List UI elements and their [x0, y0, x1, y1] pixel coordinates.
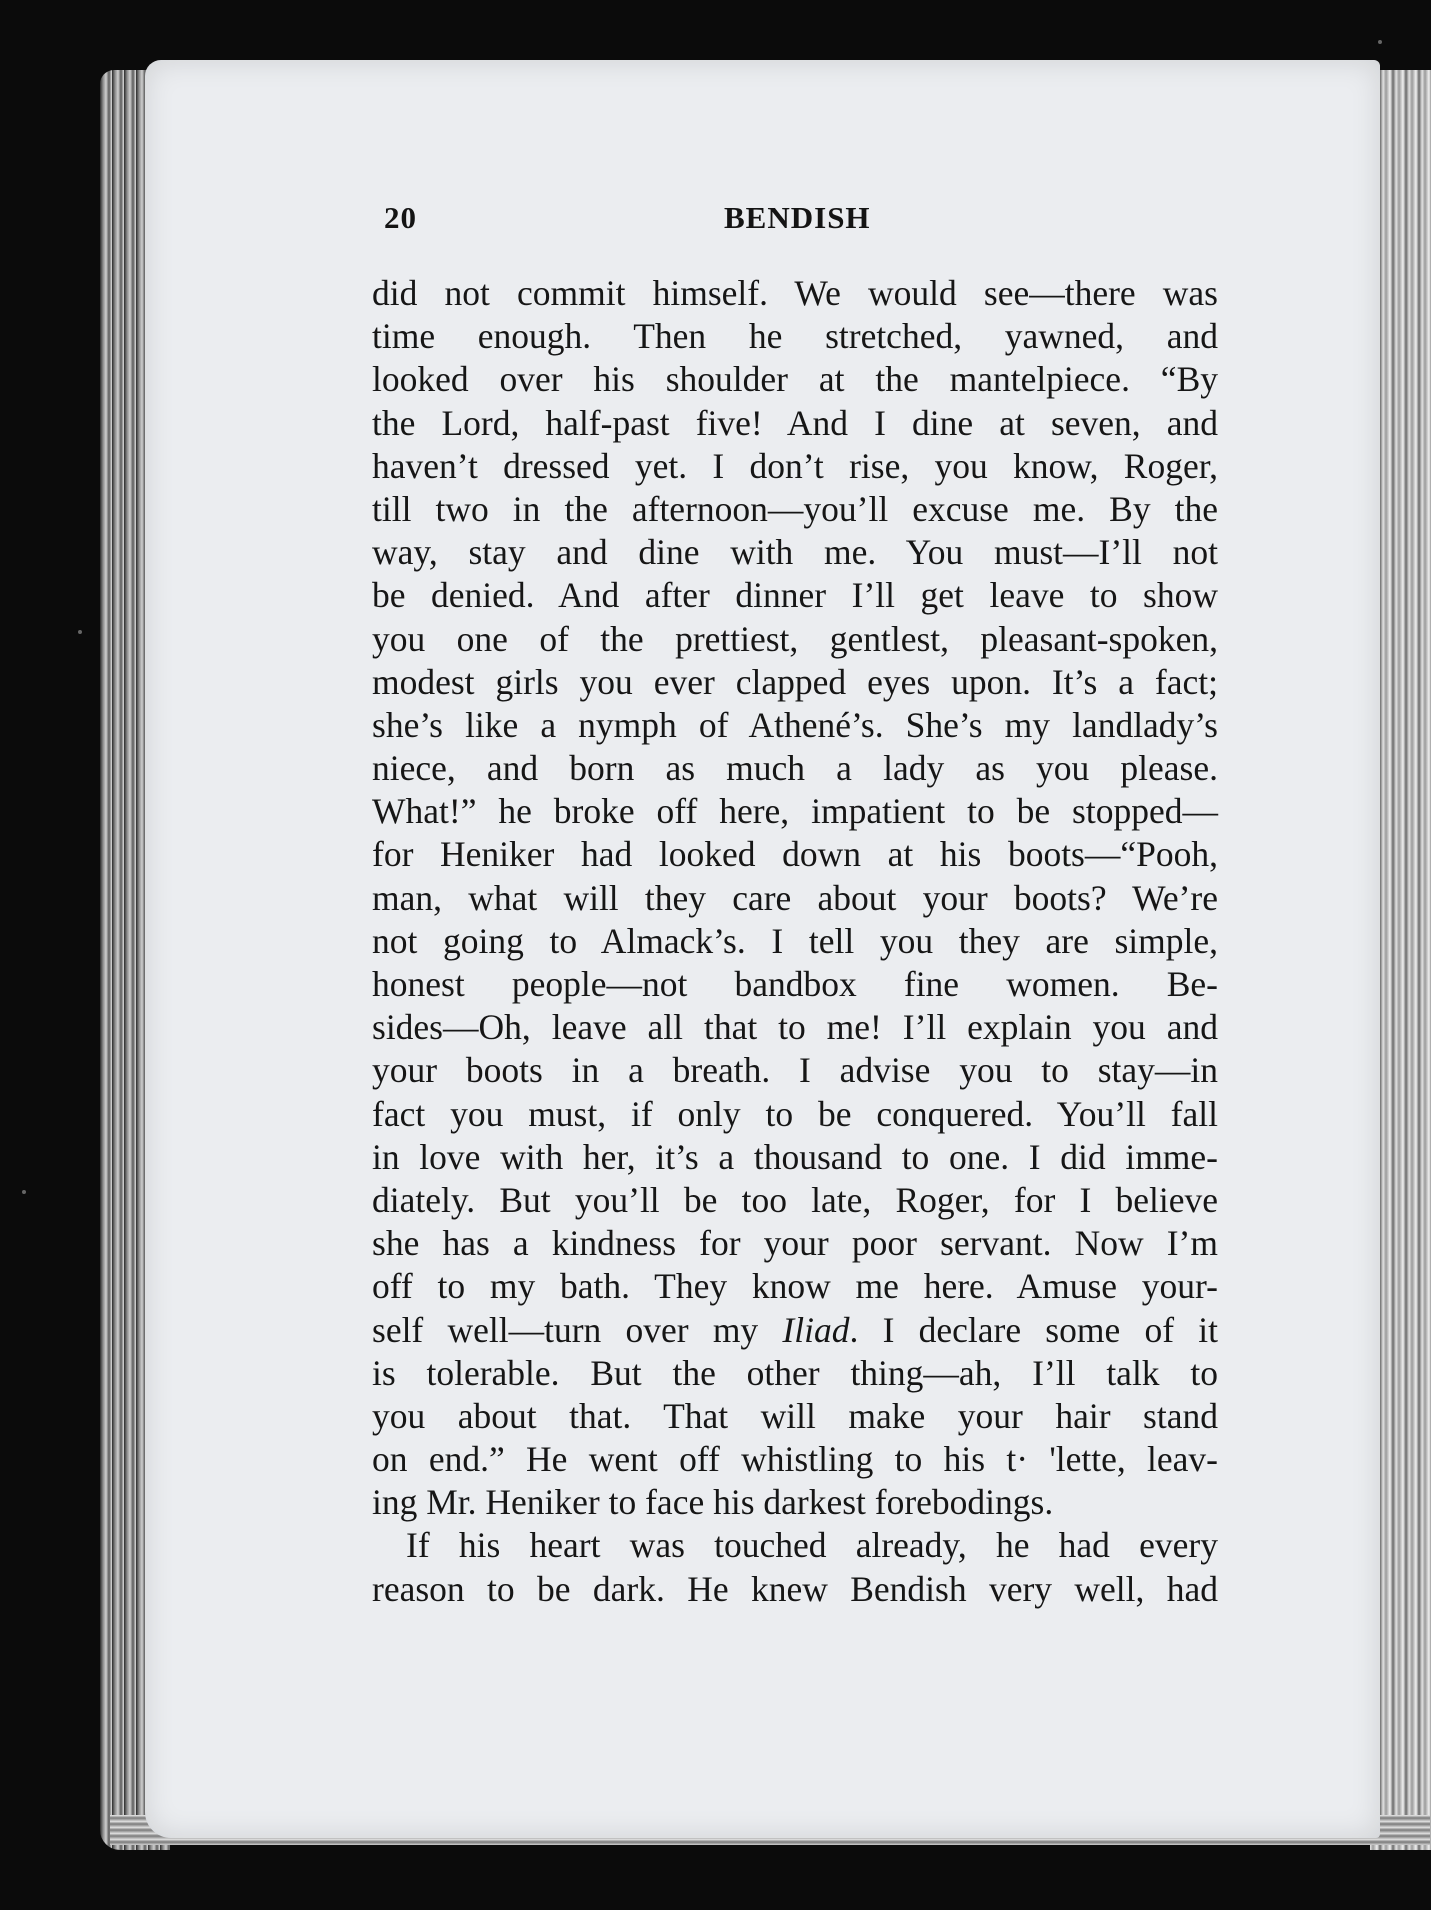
- text-line: time enough. Then he stretched, yawned, and: [372, 316, 1218, 357]
- scan-speck: [22, 1190, 26, 1194]
- body-text: [372, 272, 1218, 1611]
- text-line: honest people—not bandbox fine women. Be-: [372, 964, 1218, 1004]
- text-line: she has a kindness for your poor servant. Now I’m: [372, 1223, 1218, 1264]
- text-line: modest girls you ever clapped eyes upon. It’s a fact;: [372, 661, 1218, 702]
- text-line: is tolerable. But the other thing—ah, I’ll talk to: [372, 1352, 1218, 1393]
- text-line: be denied. And after dinner I’ll get leave to show: [372, 575, 1218, 616]
- italic-title: Iliad: [782, 1309, 850, 1350]
- text-line: the Lord, half-past five! And I dine at seven, and: [372, 402, 1218, 443]
- text-line: on end.” He went off whistling to his t· 'lette, leav-: [372, 1439, 1218, 1480]
- text-line: off to my bath. They know me here. Amuse your-: [372, 1266, 1218, 1307]
- text-line: not going to Almack’s. I tell you they are simple,: [372, 920, 1218, 961]
- text-line: looked over his shoulder at the mantelpiece. “By: [372, 359, 1218, 400]
- text-line: sides—Oh, leave all that to me! I’ll explain you and: [372, 1007, 1218, 1048]
- paragraph-1: [372, 272, 1218, 1524]
- text-line: fact you must, if only to be conquered. You’ll fall: [372, 1093, 1218, 1134]
- text-line: you one of the prettiest, gentlest, pleasant-spoken,: [372, 618, 1218, 659]
- text-line: ing Mr. Heniker to face his darkest forebodings.: [372, 1482, 1054, 1523]
- text-line: What!” he broke off here, impatient to be stopped—: [372, 791, 1218, 832]
- text-line: way, stay and dine with me. You must—I’ll not: [372, 532, 1218, 573]
- text-line: man, what will they care about your boots? We’re: [372, 877, 1218, 918]
- text-line: in love with her, it’s a thousand to one. I did imme-: [372, 1136, 1218, 1177]
- scan-speck: [78, 630, 82, 634]
- text-line: did not commit himself. We would see—there was: [372, 273, 1218, 313]
- text-line: reason to be dark. He knew Bendish very well, had: [372, 1568, 1218, 1609]
- text-line: haven’t dressed yet. I don’t rise, you know, Roger,: [372, 445, 1218, 486]
- text-line: till two in the afternoon—you’ll excuse me. By the: [372, 488, 1218, 529]
- paragraph-2: [372, 1524, 1218, 1610]
- text-line: you about that. That will make your hair stand: [372, 1395, 1218, 1436]
- text-line: diately. But you’ll be too late, Roger, for I believe: [372, 1179, 1218, 1220]
- running-header: [384, 200, 1224, 240]
- text-line: If his heart was touched already, he had every: [406, 1525, 1218, 1566]
- text-line: your boots in a breath. I advise you to stay—in: [372, 1050, 1218, 1091]
- text-line: she’s like a nymph of Athené’s. She’s my landlady’s: [372, 704, 1218, 745]
- text-line: self well—turn over my Iliad. I declare some of it: [372, 1309, 1218, 1350]
- text-line: for Heniker had looked down at his boots—“Pooh,: [372, 834, 1218, 875]
- scan-speck: [1378, 40, 1382, 44]
- page-number: 20: [384, 200, 417, 235]
- running-title: BENDISH: [724, 200, 871, 235]
- text-line: niece, and born as much a lady as you please.: [372, 748, 1218, 789]
